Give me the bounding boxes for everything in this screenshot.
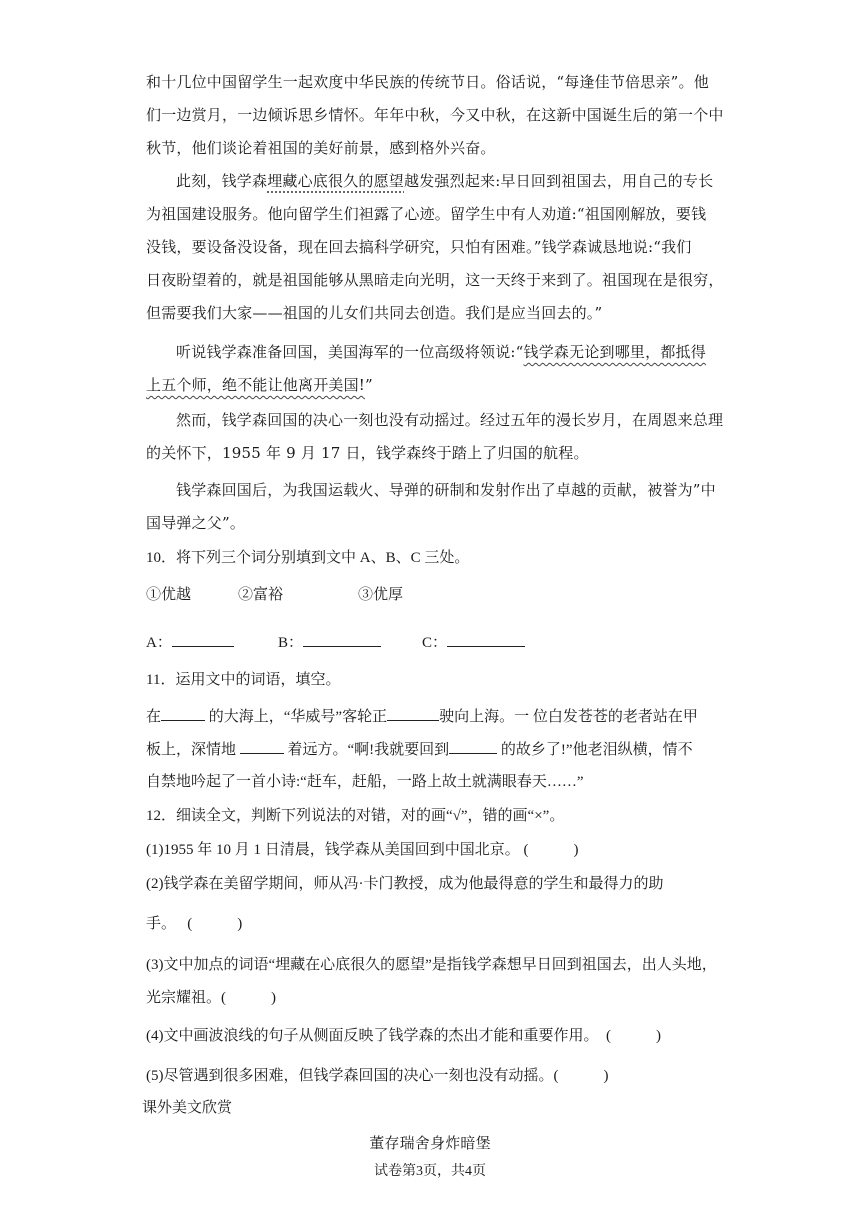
fill-line xyxy=(146,706,698,727)
passage-line: 钱学森回国后，为我国运载火、导弹的研制和发射作出了卓越的贡献，被誉为”中 xyxy=(176,481,716,499)
passage-line xyxy=(176,171,713,191)
page-footer: 试卷第3页，共4页 xyxy=(374,1164,486,1179)
word-option: ②富裕 xyxy=(238,587,284,603)
question-10-stem: 10．将下列三个词分别填到文中 A、B、C 三处。 xyxy=(146,550,470,566)
judge-item-1: (1)1955 年 10 月 1 日清晨，钱学森从美国回到中国北京。 ( ) xyxy=(146,842,579,858)
section-heading: 课外美文欣赏 xyxy=(142,1100,233,1116)
answer-c-label: C： xyxy=(422,635,448,651)
judge-item-5: (5)尽管遇到很多困难，但钱学森回国的决心一刻也没有动摇。( ) xyxy=(146,1068,609,1084)
answer-a xyxy=(146,632,234,653)
passage-text: ” xyxy=(365,376,373,394)
passage-line: 和十几位中国留学生一起欢度中华民族的传统节日。俗话说，“每逢佳节倍思亲”。他 xyxy=(146,73,709,91)
judge-item-3: (3)文中加点的词语“埋藏在心底很久的愿望”是指钱学森想早日回到祖国去，出人头地， xyxy=(146,957,717,973)
passage-line: 秋节，他们谈论着祖国的美好前景，感到格外兴奋。 xyxy=(146,139,496,157)
answer-c-blank[interactable] xyxy=(447,632,525,647)
passage-line: 为祖国建设服务。他向留学生们袒露了心迹。留学生中有人劝道:“祖国刚解放，要钱 xyxy=(146,205,707,223)
question-11-stem: 11．运用文中的词语，填空。 xyxy=(146,672,341,688)
judge-item-4: (4)文中画波浪线的句子从侧面反映了钱学森的杰出才能和重要作用。 ( ) xyxy=(146,1028,661,1044)
dotted-phrase: 埋藏心底很久的愿望 xyxy=(267,172,405,190)
answer-b-label: B： xyxy=(278,635,304,651)
fill-text: 的大海上，“华威号”客轮正 xyxy=(205,709,388,725)
fill-blank[interactable] xyxy=(161,706,205,721)
fill-blank[interactable] xyxy=(240,739,284,754)
fill-text: 在 xyxy=(146,709,162,725)
passage-line: 然而，钱学森回国的决心一刻也没有动摇过。经过五年的漫长岁月，在周恩来总理 xyxy=(176,411,724,429)
passage-line: 日夜盼望着的，就是祖国能够从黑暗走向光明，这一天终于来到了。祖国现在是很穷， xyxy=(146,271,724,289)
article-title: 董存瑞舍身炸暗堡 xyxy=(369,1134,491,1152)
fill-line xyxy=(146,739,693,760)
judge-item-2-cont: 手。 ( ) xyxy=(146,916,243,932)
passage-text: 听说钱学森准备回国，美国海军的一位高级将领说:“ xyxy=(176,343,524,361)
passage-text: 越发强烈起来:早日回到祖国去，用自己的专长 xyxy=(404,172,714,190)
answer-c xyxy=(422,632,525,653)
fill-text: 板上，深情地 xyxy=(146,742,240,758)
answer-b-blank[interactable] xyxy=(303,632,381,647)
fill-blank[interactable] xyxy=(449,739,497,754)
passage-line: 国导弹之父”。 xyxy=(146,514,246,532)
wavy-underlined-sentence: 钱学森无论到哪里，都抵得 xyxy=(523,343,706,361)
answer-a-blank[interactable] xyxy=(172,632,234,647)
answer-a-label: A： xyxy=(146,635,172,651)
passage-line xyxy=(176,342,706,362)
passage-line: 的关怀下，1955 年 9 月 17 日，钱学森终于踏上了归国的航程。 xyxy=(146,444,589,462)
word-option: ③优厚 xyxy=(358,587,404,603)
passage-line: 但需要我们大家——祖国的儿女们共同去创造。我们是应当回去的。” xyxy=(146,304,603,322)
judge-item-3-cont: 光宗耀祖。( ) xyxy=(146,990,276,1006)
word-option: ①优越 xyxy=(146,587,192,603)
fill-blank[interactable] xyxy=(387,706,439,721)
wavy-underlined-sentence: 上五个师，绝不能让他离开美国! xyxy=(146,376,366,394)
question-12-stem: 12．细读全文，判断下列说法的对错，对的画“√”，错的画“×”。 xyxy=(146,808,565,824)
fill-line: 自禁地吟起了一首小诗:“赶车，赶船，一路上故土就满眼春天……” xyxy=(146,774,584,790)
fill-text: 的故乡了!”他老泪纵横，情不 xyxy=(497,742,693,758)
passage-line: 们一边赏月，一边倾诉思乡情怀。年年中秋，今又中秋，在这新中国诞生后的第一个中 xyxy=(146,106,724,124)
answer-b xyxy=(278,632,381,653)
passage-line xyxy=(146,375,373,395)
fill-text: 着远方。“啊!我就要回到 xyxy=(283,742,450,758)
judge-item-2: (2)钱学森在美留学期间，师从冯·卡门教授，成为他最得意的学生和最得力的助 xyxy=(146,876,664,892)
passage-text: 此刻，钱学森 xyxy=(176,172,268,190)
passage-line: 没钱，要设备没设备，现在回去搞科学研究，只怕有困难。”钱学森诚恳地说:“我们 xyxy=(146,238,692,256)
fill-text: 驶向上海。一 位白发苍苍的老者站在甲 xyxy=(439,709,698,725)
